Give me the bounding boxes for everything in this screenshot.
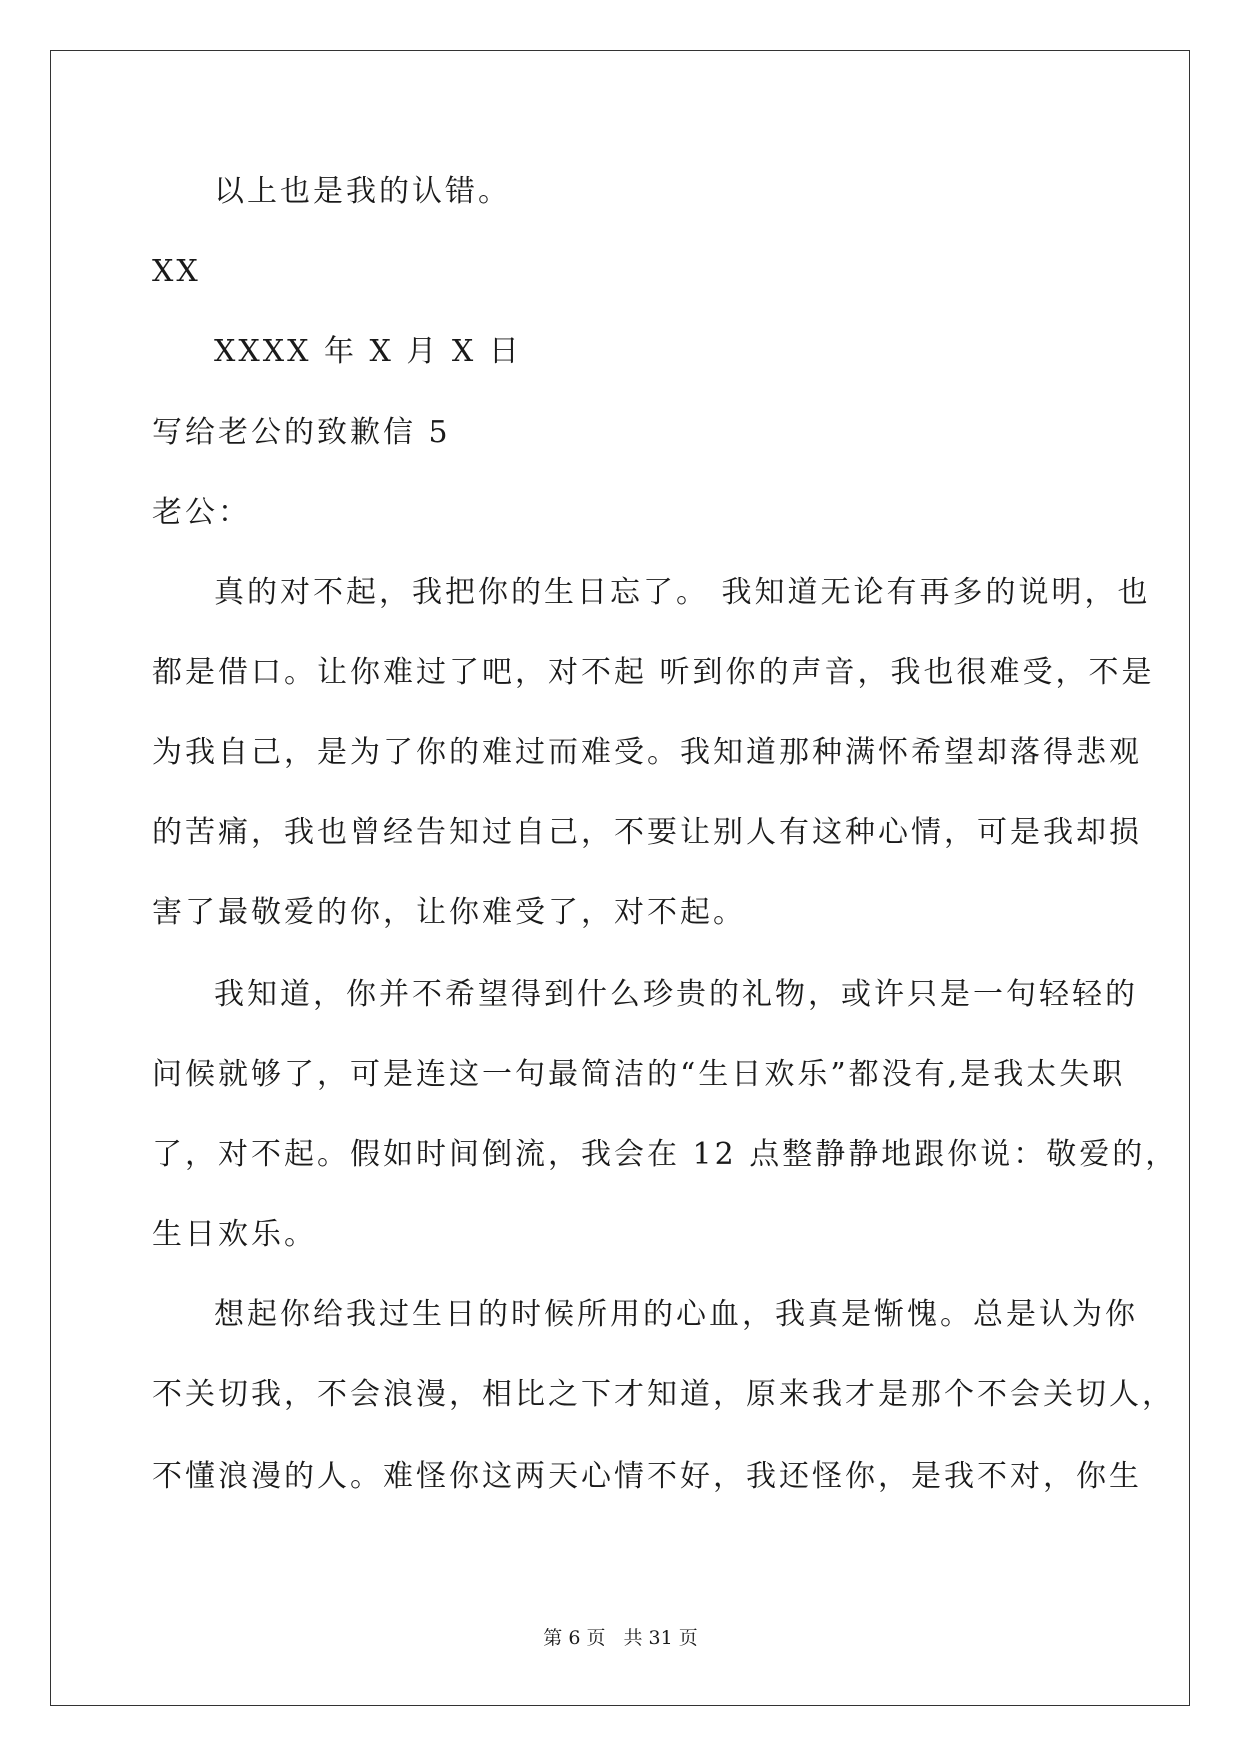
paragraph-line: 生日欢乐。 [152,1217,317,1252]
letter-title: 写给老公的致歉信 5 [152,415,451,450]
closing-line: 以上也是我的认错。 [214,174,511,209]
page-number: 第 6 页 [543,1627,606,1649]
paragraph-line: 为我自己，是为了你的难过而难受。我知道那种满怀希望却落得悲观 [152,735,1142,770]
page-footer [0,1626,1241,1650]
paragraph-line: 不关切我，不会浪漫，相比之下才知道，原来我才是那个不会关切人， [152,1377,1175,1412]
salutation: 老公： [152,495,251,530]
paragraph-line: 的苦痛，我也曾经告知过自己，不要让别人有这种心情，可是我却损 [152,815,1142,850]
paragraph-line: 问候就够了，可是连这一句最简洁的“生日欢乐”都没有,是我太失职 [152,1057,1126,1092]
paragraph-line: 真的对不起，我把你的生日忘了。 我知道无论有再多的说明，也 [214,575,1151,610]
paragraph-line: 我知道，你并不希望得到什么珍贵的礼物，或许只是一句轻轻的 [214,977,1138,1012]
paragraph-line: 想起你给我过生日的时候所用的心血，我真是惭愧。总是认为你 [214,1297,1138,1332]
paragraph-line: 了，对不起。假如时间倒流，我会在 12 点整静静地跟你说：敬爱的， [152,1137,1179,1172]
paragraph-line: 害了最敬爱的你，让你难受了，对不起。 [152,895,746,930]
paragraph-line: 都是借口。让你难过了吧，对不起 听到你的声音，我也很难受，不是 [152,655,1155,690]
date-line: XXXX 年 X 月 X 日 [214,334,522,369]
page-total: 共 31 页 [623,1627,698,1649]
paragraph-line: 不懂浪漫的人。难怪你这两天心情不好，我还怪你，是我不对，你生 [152,1459,1142,1494]
signature: XX [152,254,201,289]
